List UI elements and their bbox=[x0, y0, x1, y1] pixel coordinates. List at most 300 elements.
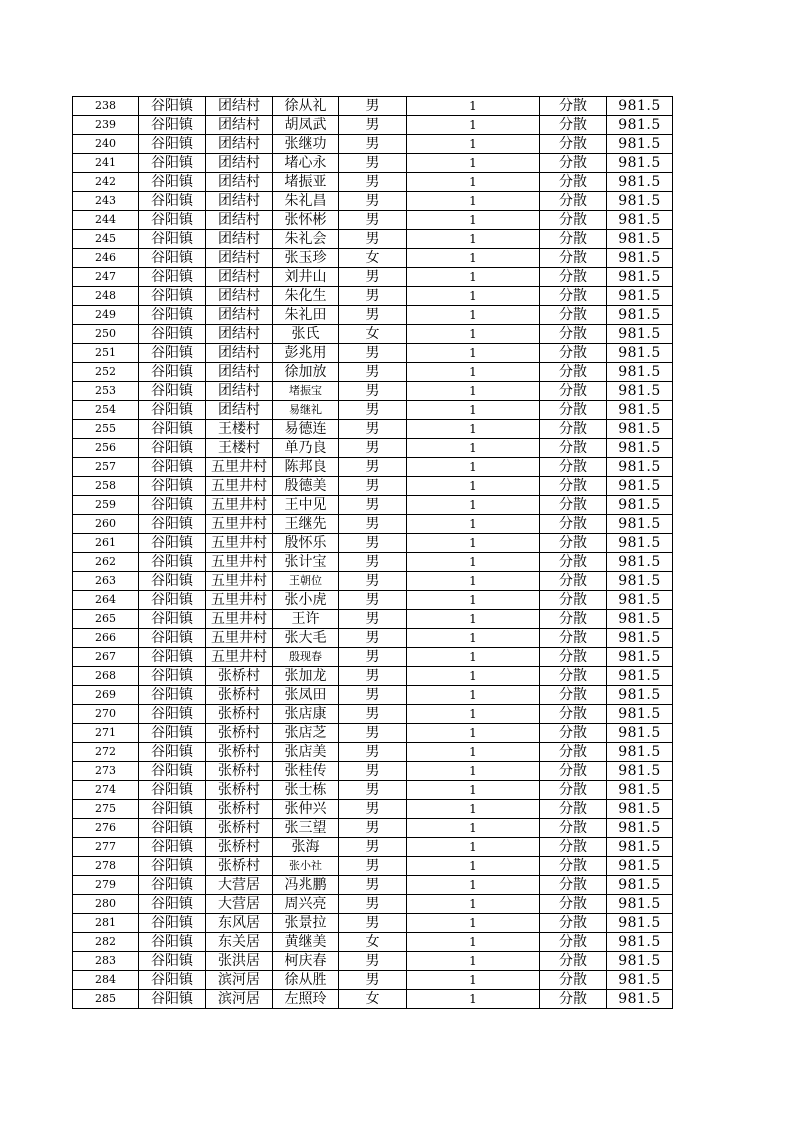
amount-cell: 981.5 bbox=[607, 515, 673, 534]
amount-cell: 981.5 bbox=[607, 458, 673, 477]
town-cell: 谷阳镇 bbox=[139, 629, 206, 648]
amount-cell: 981.5 bbox=[607, 116, 673, 135]
count-cell: 1 bbox=[407, 363, 540, 382]
amount-cell: 981.5 bbox=[607, 971, 673, 990]
village-cell: 张桥村 bbox=[206, 686, 273, 705]
count-cell: 1 bbox=[407, 230, 540, 249]
row-number-cell: 274 bbox=[73, 781, 139, 800]
amount-cell: 981.5 bbox=[607, 401, 673, 420]
gender-cell: 男 bbox=[339, 116, 407, 135]
town-cell: 谷阳镇 bbox=[139, 686, 206, 705]
gender-cell: 男 bbox=[339, 477, 407, 496]
amount-cell: 981.5 bbox=[607, 990, 673, 1009]
row-number-cell: 285 bbox=[73, 990, 139, 1009]
town-cell: 谷阳镇 bbox=[139, 591, 206, 610]
town-cell: 谷阳镇 bbox=[139, 971, 206, 990]
support-type-cell: 分散 bbox=[540, 914, 607, 933]
support-type-cell: 分散 bbox=[540, 895, 607, 914]
count-cell: 1 bbox=[407, 971, 540, 990]
town-cell: 谷阳镇 bbox=[139, 705, 206, 724]
town-cell: 谷阳镇 bbox=[139, 667, 206, 686]
amount-cell: 981.5 bbox=[607, 591, 673, 610]
village-cell: 五里井村 bbox=[206, 477, 273, 496]
name-cell: 易继礼 bbox=[273, 401, 339, 420]
count-cell: 1 bbox=[407, 306, 540, 325]
town-cell: 谷阳镇 bbox=[139, 382, 206, 401]
village-cell: 五里井村 bbox=[206, 496, 273, 515]
row-number-cell: 259 bbox=[73, 496, 139, 515]
row-number-cell: 256 bbox=[73, 439, 139, 458]
village-cell: 团结村 bbox=[206, 268, 273, 287]
count-cell: 1 bbox=[407, 648, 540, 667]
town-cell: 谷阳镇 bbox=[139, 401, 206, 420]
town-cell: 谷阳镇 bbox=[139, 154, 206, 173]
amount-cell: 981.5 bbox=[607, 439, 673, 458]
table-row bbox=[73, 933, 673, 952]
amount-cell: 981.5 bbox=[607, 914, 673, 933]
amount-cell: 981.5 bbox=[607, 781, 673, 800]
amount-cell: 981.5 bbox=[607, 325, 673, 344]
support-type-cell: 分散 bbox=[540, 496, 607, 515]
row-number-cell: 242 bbox=[73, 173, 139, 192]
name-cell: 张怀彬 bbox=[273, 211, 339, 230]
gender-cell: 男 bbox=[339, 762, 407, 781]
count-cell: 1 bbox=[407, 686, 540, 705]
gender-cell: 男 bbox=[339, 781, 407, 800]
row-number-cell: 266 bbox=[73, 629, 139, 648]
support-type-cell: 分散 bbox=[540, 173, 607, 192]
gender-cell: 男 bbox=[339, 420, 407, 439]
table-row bbox=[73, 382, 673, 401]
amount-cell: 981.5 bbox=[607, 97, 673, 116]
support-type-cell: 分散 bbox=[540, 705, 607, 724]
row-number-cell: 277 bbox=[73, 838, 139, 857]
gender-cell: 男 bbox=[339, 610, 407, 629]
support-type-cell: 分散 bbox=[540, 800, 607, 819]
count-cell: 1 bbox=[407, 914, 540, 933]
amount-cell: 981.5 bbox=[607, 306, 673, 325]
table-row bbox=[73, 173, 673, 192]
row-number-cell: 246 bbox=[73, 249, 139, 268]
count-cell: 1 bbox=[407, 173, 540, 192]
count-cell: 1 bbox=[407, 724, 540, 743]
village-cell: 东风居 bbox=[206, 914, 273, 933]
name-cell: 王朝位 bbox=[273, 572, 339, 591]
name-cell: 张加龙 bbox=[273, 667, 339, 686]
gender-cell: 男 bbox=[339, 648, 407, 667]
table-row bbox=[73, 914, 673, 933]
row-number-cell: 253 bbox=[73, 382, 139, 401]
name-cell: 柯庆春 bbox=[273, 952, 339, 971]
count-cell: 1 bbox=[407, 743, 540, 762]
village-cell: 团结村 bbox=[206, 211, 273, 230]
village-cell: 张桥村 bbox=[206, 724, 273, 743]
table-row bbox=[73, 591, 673, 610]
name-cell: 张小社 bbox=[273, 857, 339, 876]
count-cell: 1 bbox=[407, 420, 540, 439]
town-cell: 谷阳镇 bbox=[139, 914, 206, 933]
support-type-cell: 分散 bbox=[540, 458, 607, 477]
row-number-cell: 281 bbox=[73, 914, 139, 933]
support-type-cell: 分散 bbox=[540, 838, 607, 857]
row-number-cell: 267 bbox=[73, 648, 139, 667]
village-cell: 团结村 bbox=[206, 135, 273, 154]
town-cell: 谷阳镇 bbox=[139, 420, 206, 439]
town-cell: 谷阳镇 bbox=[139, 838, 206, 857]
town-cell: 谷阳镇 bbox=[139, 819, 206, 838]
count-cell: 1 bbox=[407, 572, 540, 591]
village-cell: 张桥村 bbox=[206, 762, 273, 781]
village-cell: 团结村 bbox=[206, 287, 273, 306]
support-type-cell: 分散 bbox=[540, 762, 607, 781]
count-cell: 1 bbox=[407, 458, 540, 477]
table-row bbox=[73, 211, 673, 230]
village-cell: 五里井村 bbox=[206, 534, 273, 553]
amount-cell: 981.5 bbox=[607, 667, 673, 686]
table-row bbox=[73, 781, 673, 800]
village-cell: 滨河居 bbox=[206, 990, 273, 1009]
support-type-cell: 分散 bbox=[540, 743, 607, 762]
gender-cell: 男 bbox=[339, 154, 407, 173]
count-cell: 1 bbox=[407, 800, 540, 819]
row-number-cell: 279 bbox=[73, 876, 139, 895]
gender-cell: 男 bbox=[339, 97, 407, 116]
gender-cell: 女 bbox=[339, 990, 407, 1009]
village-cell: 张桥村 bbox=[206, 819, 273, 838]
name-cell: 黄继美 bbox=[273, 933, 339, 952]
name-cell: 殷现春 bbox=[273, 648, 339, 667]
village-cell: 张洪居 bbox=[206, 952, 273, 971]
name-cell: 堵心永 bbox=[273, 154, 339, 173]
name-cell: 张士栋 bbox=[273, 781, 339, 800]
gender-cell: 男 bbox=[339, 553, 407, 572]
row-number-cell: 273 bbox=[73, 762, 139, 781]
town-cell: 谷阳镇 bbox=[139, 211, 206, 230]
name-cell: 徐从胜 bbox=[273, 971, 339, 990]
town-cell: 谷阳镇 bbox=[139, 515, 206, 534]
table-row bbox=[73, 857, 673, 876]
table-row bbox=[73, 876, 673, 895]
count-cell: 1 bbox=[407, 553, 540, 572]
count-cell: 1 bbox=[407, 838, 540, 857]
support-type-cell: 分散 bbox=[540, 971, 607, 990]
row-number-cell: 241 bbox=[73, 154, 139, 173]
town-cell: 谷阳镇 bbox=[139, 363, 206, 382]
town-cell: 谷阳镇 bbox=[139, 610, 206, 629]
amount-cell: 981.5 bbox=[607, 857, 673, 876]
count-cell: 1 bbox=[407, 401, 540, 420]
amount-cell: 981.5 bbox=[607, 648, 673, 667]
count-cell: 1 bbox=[407, 496, 540, 515]
name-cell: 张氏 bbox=[273, 325, 339, 344]
support-type-cell: 分散 bbox=[540, 933, 607, 952]
town-cell: 谷阳镇 bbox=[139, 933, 206, 952]
table-row bbox=[73, 838, 673, 857]
gender-cell: 男 bbox=[339, 534, 407, 553]
table-row bbox=[73, 496, 673, 515]
gender-cell: 男 bbox=[339, 496, 407, 515]
gender-cell: 男 bbox=[339, 629, 407, 648]
table-row bbox=[73, 477, 673, 496]
support-type-cell: 分散 bbox=[540, 363, 607, 382]
support-type-cell: 分散 bbox=[540, 610, 607, 629]
support-type-cell: 分散 bbox=[540, 781, 607, 800]
count-cell: 1 bbox=[407, 211, 540, 230]
support-type-cell: 分散 bbox=[540, 382, 607, 401]
town-cell: 谷阳镇 bbox=[139, 800, 206, 819]
count-cell: 1 bbox=[407, 154, 540, 173]
name-cell: 殷怀乐 bbox=[273, 534, 339, 553]
village-cell: 团结村 bbox=[206, 192, 273, 211]
table-row bbox=[73, 800, 673, 819]
table-row bbox=[73, 135, 673, 154]
village-cell: 五里井村 bbox=[206, 515, 273, 534]
gender-cell: 男 bbox=[339, 838, 407, 857]
town-cell: 谷阳镇 bbox=[139, 990, 206, 1009]
support-type-cell: 分散 bbox=[540, 97, 607, 116]
amount-cell: 981.5 bbox=[607, 420, 673, 439]
town-cell: 谷阳镇 bbox=[139, 857, 206, 876]
support-type-cell: 分散 bbox=[540, 553, 607, 572]
amount-cell: 981.5 bbox=[607, 876, 673, 895]
name-cell: 胡凤武 bbox=[273, 116, 339, 135]
row-number-cell: 243 bbox=[73, 192, 139, 211]
row-number-cell: 261 bbox=[73, 534, 139, 553]
village-cell: 团结村 bbox=[206, 363, 273, 382]
row-number-cell: 257 bbox=[73, 458, 139, 477]
name-cell: 徐加放 bbox=[273, 363, 339, 382]
gender-cell: 男 bbox=[339, 230, 407, 249]
village-cell: 东关居 bbox=[206, 933, 273, 952]
town-cell: 谷阳镇 bbox=[139, 344, 206, 363]
support-type-cell: 分散 bbox=[540, 192, 607, 211]
support-type-cell: 分散 bbox=[540, 306, 607, 325]
row-number-cell: 248 bbox=[73, 287, 139, 306]
support-type-cell: 分散 bbox=[540, 591, 607, 610]
row-number-cell: 262 bbox=[73, 553, 139, 572]
count-cell: 1 bbox=[407, 933, 540, 952]
gender-cell: 男 bbox=[339, 724, 407, 743]
row-number-cell: 278 bbox=[73, 857, 139, 876]
amount-cell: 981.5 bbox=[607, 192, 673, 211]
count-cell: 1 bbox=[407, 762, 540, 781]
row-number-cell: 260 bbox=[73, 515, 139, 534]
village-cell: 张桥村 bbox=[206, 743, 273, 762]
town-cell: 谷阳镇 bbox=[139, 781, 206, 800]
village-cell: 王楼村 bbox=[206, 439, 273, 458]
table-row bbox=[73, 762, 673, 781]
count-cell: 1 bbox=[407, 857, 540, 876]
count-cell: 1 bbox=[407, 895, 540, 914]
village-cell: 大营居 bbox=[206, 895, 273, 914]
table-row bbox=[73, 325, 673, 344]
village-cell: 王楼村 bbox=[206, 420, 273, 439]
village-cell: 五里井村 bbox=[206, 648, 273, 667]
town-cell: 谷阳镇 bbox=[139, 173, 206, 192]
amount-cell: 981.5 bbox=[607, 230, 673, 249]
table-row bbox=[73, 971, 673, 990]
table-row bbox=[73, 401, 673, 420]
table-row bbox=[73, 116, 673, 135]
village-cell: 五里井村 bbox=[206, 610, 273, 629]
village-cell: 五里井村 bbox=[206, 591, 273, 610]
table-row bbox=[73, 572, 673, 591]
amount-cell: 981.5 bbox=[607, 553, 673, 572]
amount-cell: 981.5 bbox=[607, 382, 673, 401]
table-row bbox=[73, 249, 673, 268]
gender-cell: 男 bbox=[339, 572, 407, 591]
row-number-cell: 284 bbox=[73, 971, 139, 990]
support-type-cell: 分散 bbox=[540, 420, 607, 439]
support-type-cell: 分散 bbox=[540, 876, 607, 895]
village-cell: 张桥村 bbox=[206, 800, 273, 819]
table-row bbox=[73, 819, 673, 838]
row-number-cell: 258 bbox=[73, 477, 139, 496]
amount-cell: 981.5 bbox=[607, 249, 673, 268]
village-cell: 团结村 bbox=[206, 173, 273, 192]
support-type-cell: 分散 bbox=[540, 439, 607, 458]
row-number-cell: 238 bbox=[73, 97, 139, 116]
count-cell: 1 bbox=[407, 629, 540, 648]
town-cell: 谷阳镇 bbox=[139, 743, 206, 762]
count-cell: 1 bbox=[407, 135, 540, 154]
support-type-cell: 分散 bbox=[540, 629, 607, 648]
village-cell: 张桥村 bbox=[206, 781, 273, 800]
name-cell: 堵振亚 bbox=[273, 173, 339, 192]
count-cell: 1 bbox=[407, 325, 540, 344]
table-row bbox=[73, 268, 673, 287]
table-row bbox=[73, 667, 673, 686]
row-number-cell: 250 bbox=[73, 325, 139, 344]
name-cell: 单乃良 bbox=[273, 439, 339, 458]
table-row bbox=[73, 420, 673, 439]
support-type-cell: 分散 bbox=[540, 344, 607, 363]
row-number-cell: 240 bbox=[73, 135, 139, 154]
town-cell: 谷阳镇 bbox=[139, 762, 206, 781]
table-row bbox=[73, 705, 673, 724]
table-row bbox=[73, 458, 673, 477]
town-cell: 谷阳镇 bbox=[139, 230, 206, 249]
row-number-cell: 265 bbox=[73, 610, 139, 629]
name-cell: 徐从礼 bbox=[273, 97, 339, 116]
village-cell: 五里井村 bbox=[206, 572, 273, 591]
row-number-cell: 270 bbox=[73, 705, 139, 724]
table-row bbox=[73, 439, 673, 458]
gender-cell: 男 bbox=[339, 515, 407, 534]
support-type-cell: 分散 bbox=[540, 116, 607, 135]
gender-cell: 男 bbox=[339, 667, 407, 686]
town-cell: 谷阳镇 bbox=[139, 192, 206, 211]
row-number-cell: 252 bbox=[73, 363, 139, 382]
gender-cell: 男 bbox=[339, 268, 407, 287]
count-cell: 1 bbox=[407, 705, 540, 724]
gender-cell: 男 bbox=[339, 914, 407, 933]
count-cell: 1 bbox=[407, 116, 540, 135]
row-number-cell: 247 bbox=[73, 268, 139, 287]
count-cell: 1 bbox=[407, 97, 540, 116]
table-row bbox=[73, 230, 673, 249]
village-cell: 张桥村 bbox=[206, 857, 273, 876]
gender-cell: 男 bbox=[339, 192, 407, 211]
town-cell: 谷阳镇 bbox=[139, 306, 206, 325]
table-row bbox=[73, 287, 673, 306]
records-table bbox=[72, 96, 673, 1009]
town-cell: 谷阳镇 bbox=[139, 439, 206, 458]
village-cell: 团结村 bbox=[206, 97, 273, 116]
gender-cell: 男 bbox=[339, 363, 407, 382]
village-cell: 五里井村 bbox=[206, 629, 273, 648]
name-cell: 朱礼昌 bbox=[273, 192, 339, 211]
name-cell: 张计宝 bbox=[273, 553, 339, 572]
count-cell: 1 bbox=[407, 439, 540, 458]
table-row bbox=[73, 686, 673, 705]
support-type-cell: 分散 bbox=[540, 648, 607, 667]
village-cell: 张桥村 bbox=[206, 705, 273, 724]
name-cell: 殷德美 bbox=[273, 477, 339, 496]
village-cell: 团结村 bbox=[206, 382, 273, 401]
village-cell: 张桥村 bbox=[206, 838, 273, 857]
row-number-cell: 276 bbox=[73, 819, 139, 838]
row-number-cell: 245 bbox=[73, 230, 139, 249]
gender-cell: 男 bbox=[339, 135, 407, 154]
town-cell: 谷阳镇 bbox=[139, 496, 206, 515]
name-cell: 张凤田 bbox=[273, 686, 339, 705]
gender-cell: 男 bbox=[339, 458, 407, 477]
table-row bbox=[73, 895, 673, 914]
village-cell: 滨河居 bbox=[206, 971, 273, 990]
amount-cell: 981.5 bbox=[607, 686, 673, 705]
count-cell: 1 bbox=[407, 515, 540, 534]
gender-cell: 男 bbox=[339, 971, 407, 990]
amount-cell: 981.5 bbox=[607, 344, 673, 363]
amount-cell: 981.5 bbox=[607, 952, 673, 971]
support-type-cell: 分散 bbox=[540, 325, 607, 344]
row-number-cell: 283 bbox=[73, 952, 139, 971]
name-cell: 堵振宝 bbox=[273, 382, 339, 401]
name-cell: 陈邦良 bbox=[273, 458, 339, 477]
gender-cell: 男 bbox=[339, 401, 407, 420]
row-number-cell: 275 bbox=[73, 800, 139, 819]
count-cell: 1 bbox=[407, 477, 540, 496]
town-cell: 谷阳镇 bbox=[139, 287, 206, 306]
name-cell: 张景拉 bbox=[273, 914, 339, 933]
table-row bbox=[73, 344, 673, 363]
gender-cell: 男 bbox=[339, 439, 407, 458]
support-type-cell: 分散 bbox=[540, 249, 607, 268]
table-row bbox=[73, 629, 673, 648]
gender-cell: 男 bbox=[339, 306, 407, 325]
amount-cell: 981.5 bbox=[607, 933, 673, 952]
gender-cell: 男 bbox=[339, 173, 407, 192]
town-cell: 谷阳镇 bbox=[139, 458, 206, 477]
row-number-cell: 272 bbox=[73, 743, 139, 762]
amount-cell: 981.5 bbox=[607, 629, 673, 648]
town-cell: 谷阳镇 bbox=[139, 952, 206, 971]
name-cell: 张海 bbox=[273, 838, 339, 857]
name-cell: 张桂传 bbox=[273, 762, 339, 781]
gender-cell: 男 bbox=[339, 705, 407, 724]
town-cell: 谷阳镇 bbox=[139, 268, 206, 287]
name-cell: 张小虎 bbox=[273, 591, 339, 610]
support-type-cell: 分散 bbox=[540, 401, 607, 420]
gender-cell: 男 bbox=[339, 686, 407, 705]
name-cell: 彭兆用 bbox=[273, 344, 339, 363]
support-type-cell: 分散 bbox=[540, 477, 607, 496]
amount-cell: 981.5 bbox=[607, 211, 673, 230]
gender-cell: 男 bbox=[339, 382, 407, 401]
count-cell: 1 bbox=[407, 382, 540, 401]
support-type-cell: 分散 bbox=[540, 686, 607, 705]
